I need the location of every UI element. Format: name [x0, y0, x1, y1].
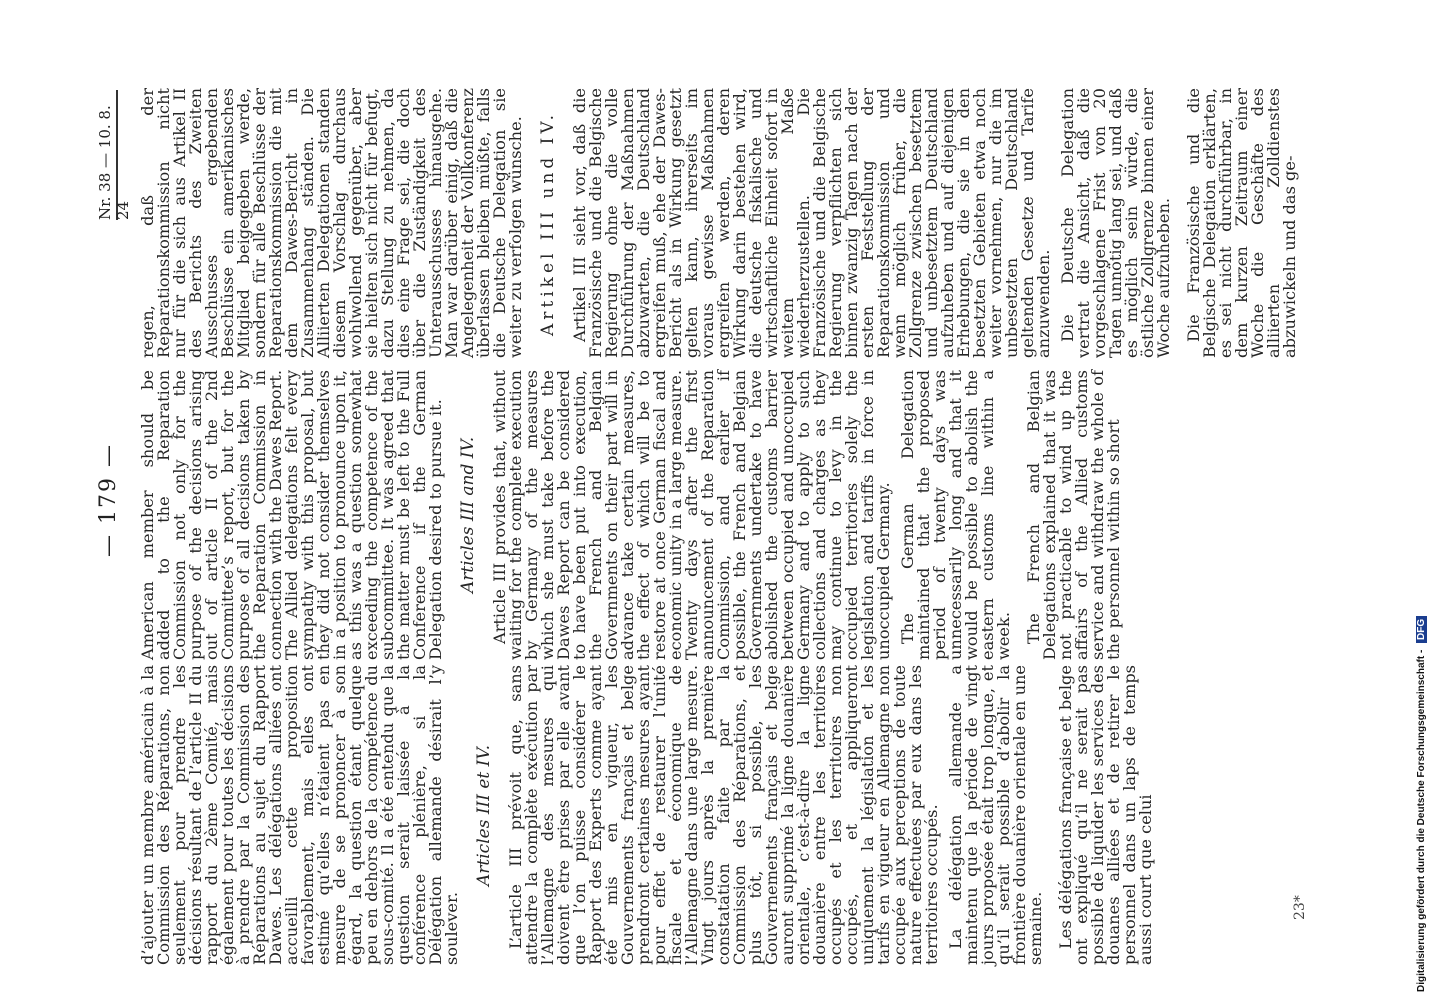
french-heading-main: Articles III et IV. [474, 744, 494, 886]
french-paragraph-3-main: La délégation allemande a maintenu que la période de vingt jours proposée était trop longue, et qu’il serait possible d’abolir la frontière douanière orientale en une semaine. [946, 665, 1045, 965]
english-paragraph-3: The German Delegation maintained that the proposed period of twenty days was unnecessarily long and that it would be possible to abolish the eastern customs line within a week. [898, 370, 1013, 660]
issue-number: Nr. 38 — 10. 8. 24 [96, 90, 118, 220]
german-paragraph-3: Die Deutsche Delegation vertrat die Ansicht, daß die vorgeschlagene Frist von 20 Tagen unnötig lang sei, und daß es möglich sein würde, die östliche Zollgrenze binnen einer Woche aufzuheben. [1058, 88, 1173, 358]
dfg-logo: DFG [1416, 616, 1427, 643]
french-paragraph-1-main: d’ajouter un membre américain à la Commission des Réparations, non seulement pour prendre les décisions résultant de l’article II du rapport du 2ème Comité, mais également pour toutes les décisions à prendre par la Commission des Réparations au sujet du Rapport Dawes. Les délégations alliées ont accueilli cette proposition favorablement, mais elles ont estimé qu’elles n’étaient pas en mesure de se prononcer à son égard, la question étant quelque peu en dehors de la compétence du sous-comité. Il a été entendu que la question serait laissée à la conférence plénière, si la Délégation allemande désirait l’y soulever. [138, 665, 461, 965]
english-paragraph-4: The French and Belgian Delegations explained that it was not practicable to wind up the affairs of the Allied customs service and withdraw the whole of the personnel within so short [1024, 370, 1123, 660]
german-paragraph-2: Artikel III sieht vor, daß die Französische und die Belgische Regierung ohne die volle Durchführung der Maßnahmen abzuwarten, die Deutschland ergreifen muß, ehe der Dawes-Bericht als in Wirkung gesetzt gelten kann, ihrerseits im voraus gewisse Maßnahmen ergreifen werden, deren Wirkung darin bestehen wird, die deutsche fiskalische und wirtschaftliche Einheit sofort in weitem Maße wiederherzustellen. Die Französische und die Belgische Regierung verpflichten sich binnen zwanzig Tagen nach der ersten Feststellung der Reparationskommission und wenn möglich früher, die Zollgrenze zwischen besetztem und unbesetztem Deutschland aufzuheben und auf diejenigen Erhebungen, die sie in den besetzten Gebieten etwa noch weiter vornehmen, nur die im unbesetzten Deutschland geltenden Gesetze und Tarife anzuwenden. [570, 88, 1053, 358]
english-paragraph-2: Article III provides that, without waiting for the complete execution by Germany of the measures which she must take before the Dawes Report can be considered to have been put into execution, the French and Belgian Governments on their part will in advance take certain measures, the effect of which will be to restore at once German fiscal and economic unity in a large measure. Twenty days after the first announcement of the Reparation Commission, and earlier if possible, the French and Belgian Governments undertake to have abolished the customs barrier between occupied and unoccupied Germany and to apply to such collections and charges as they may continue to levy in the occupied territories solely the legislation and tariffs in force in unoccupied Germany. [490, 370, 893, 660]
stamp-strip [1416, 8, 1432, 992]
english-text-column [138, 370, 1123, 660]
german-text-column [138, 88, 1299, 358]
french-text-column-main [138, 665, 1155, 965]
digitization-credit: Digitalisierung gefördert durch die Deutsche Forschungsgemeinschaft - [1416, 649, 1427, 992]
french-paragraph-2-main: L’article III prévoit que, sans attendre la complète exécution par l’Allemagne des mesures qui doivent être prises par elle avant que l’on puisse considérer le Rapport des Experts comme ayant été mis en vigueur, les Gouvernements français et belge prendront certaines mesures ayant pour effet de restaurer l’unité fiscale et économique de l’Allemagne dans une large mesure. Vingt jours après la première constatation faite par la Commission des Réparations, et plus tôt, si possible, les Gouvernements français et belge auront supprimé la ligne douanière orientale, c’est-à-dire la ligne douanière entre les territoires occupés et les territoires non occupés, et appliqueront uniquement la législation et les tarifs en vigueur en Allemagne non occupée aux perceptions de toute nature effectuées par eux dans les territoires occupés. [506, 665, 941, 965]
english-paragraph-1: American member should be added to the Reparation Commission not only for the purpose of the decisions arising out of article II of the 2nd Committee’s report, but for the purpose of all decisions taken by the Reparation Commission in connection with the Dawes Report. The Allied delegations felt every sympathy with this proposal, but they did not consider themselves in a position to pronounce upon it, as this was a question somewhat exceeding the competence of the subcommittee. It was agreed that the matter must be left to the Full Conference if the German Delegation desired to pursue it. [138, 370, 445, 660]
german-heading: Artikel III und IV. [538, 110, 558, 336]
signature-mark: 23* [1292, 895, 1308, 920]
german-paragraph-4: Die Französische und die Belgische Delegation erklärten, es sei nicht durchführbar, in dem kurzen Zeitraum einer Woche die Geschäfte des alliierten Zolldienstes abzuwickeln und das ge- [1184, 88, 1299, 358]
english-heading: Articles III and IV. [458, 436, 478, 594]
page-number: — 179 — [96, 443, 121, 557]
french-paragraph-4-main: Les délégations française et belge ont expliqué qu’il ne serait pas possible de liquider les services des douanes alliées et de retirer le personnel dans un laps de temps aussi court que celui [1056, 665, 1155, 965]
german-paragraph-1: regen, daß der Reparationskommission nicht nur für die sich aus Artikel II des Berichts des Zweiten Ausschusses ergebenden Beschlüsse ein amerikanisches Mitglied beigegeben werde, sondern für alle Beschlüsse der Reparationskommission die mit dem Dawes-Bericht in Zusammenhang ständen. Die Alliierten Delegationen standen diesem Vorschlag durchaus wohlwollend gegenüber, aber sie hielten sich nicht für befugt, dazu Stellung zu nehmen, da dies eine Frage sei, die doch über die Zuständigkeit des Unterausschusses hinausgehe. Man war darüber einig, daß die Angelegenheit der Vollkonferenz überlassen bleiben müßte, falls die Deutsche Delegation sie weiter zu verfolgen wünsche. [138, 88, 525, 358]
